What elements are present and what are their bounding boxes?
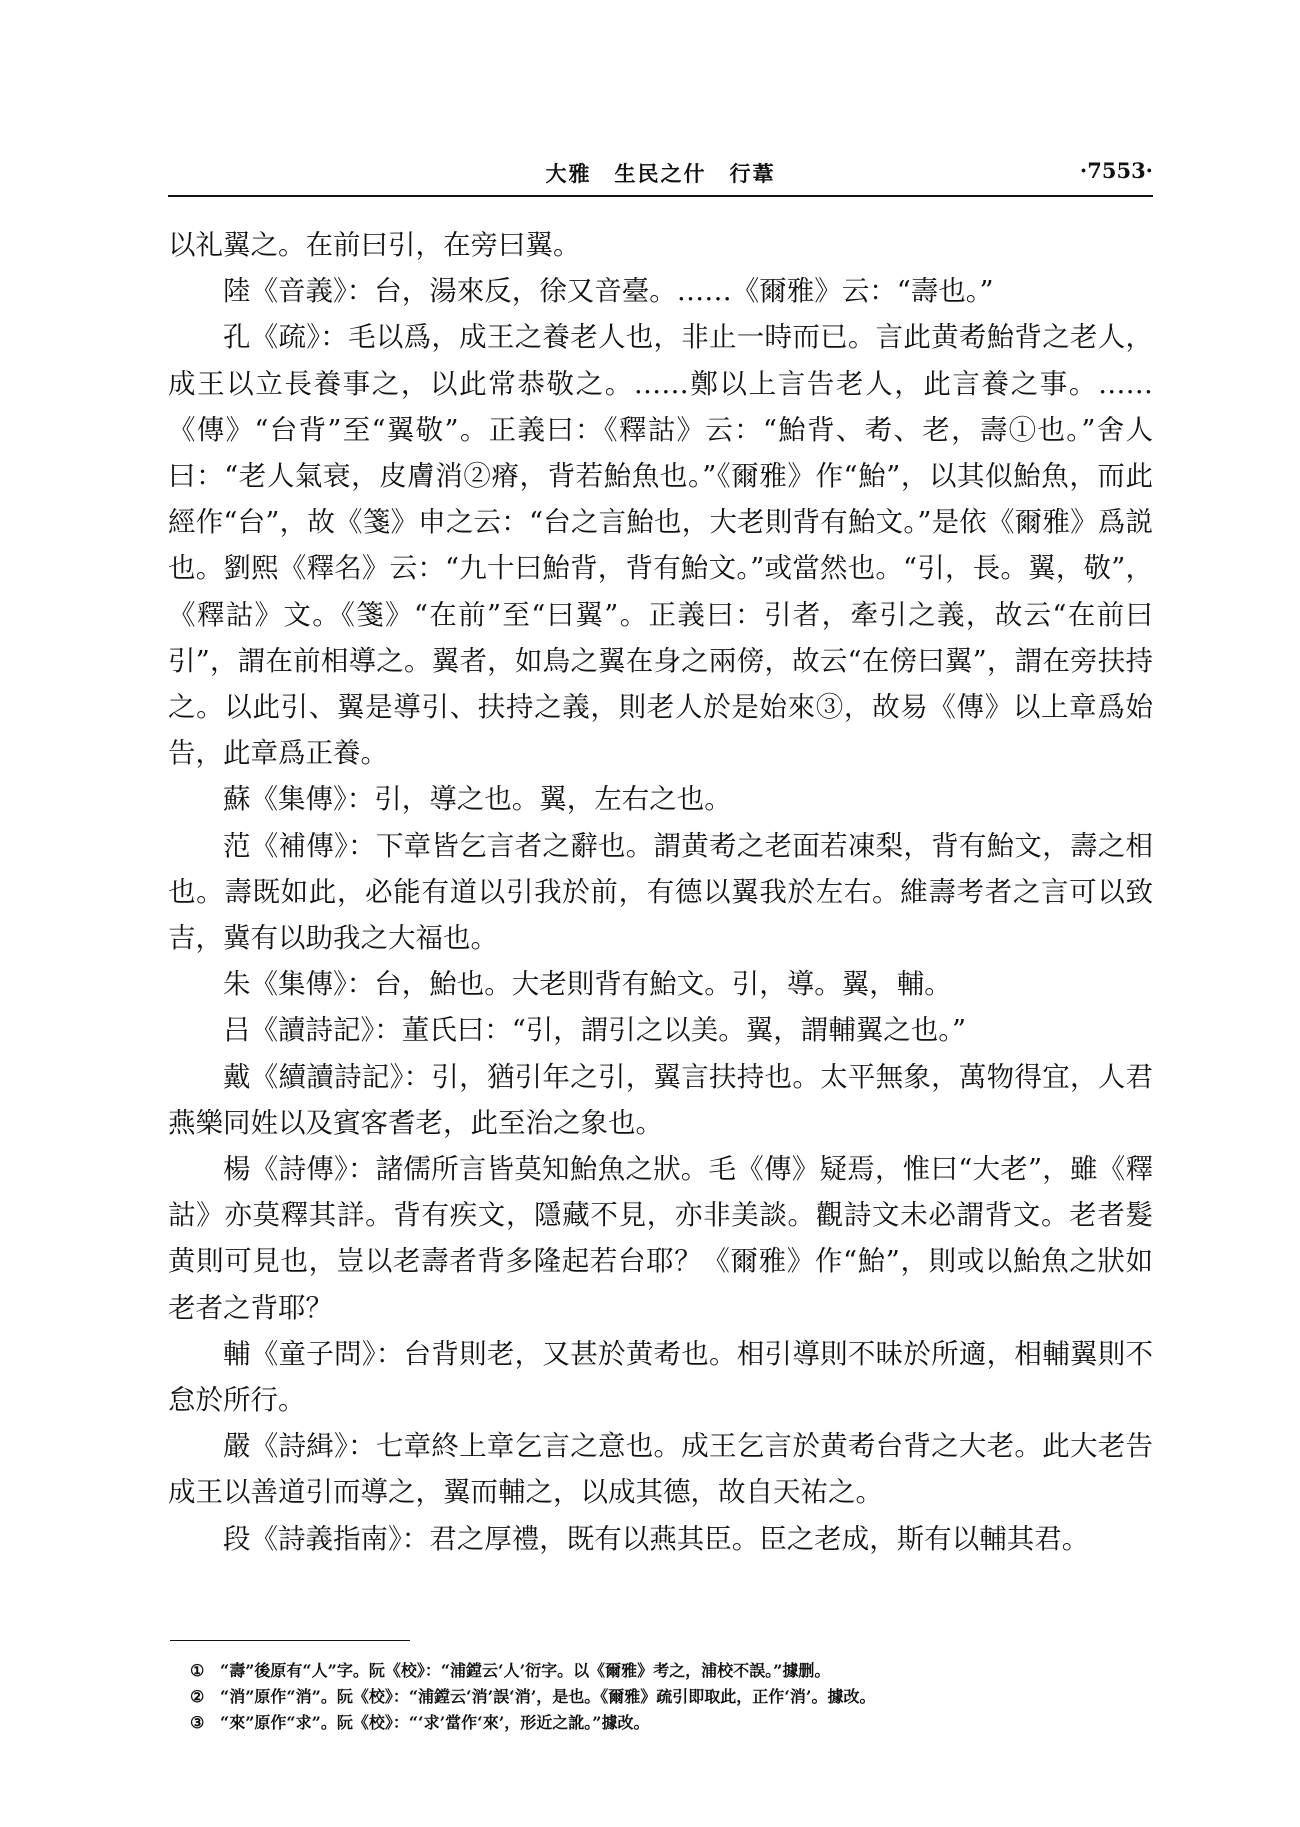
footnote <box>190 1658 1150 1684</box>
footnote-text: “消”原作“消”。阮《校》：“浦鏜云‘消’誤‘消’，是也。《爾雅》疏引即取此，正作‘消’。據改。 <box>220 1687 876 1706</box>
footnote <box>190 1684 1150 1710</box>
paragraph: 蘇《集傳》：引，導之也。翼，左右之也。 <box>223 783 732 816</box>
footnote <box>190 1710 1150 1736</box>
footnote-rule <box>170 1640 410 1641</box>
header-rule <box>168 195 1153 197</box>
paragraph: 戴《續讀詩記》：引，猶引年之引，翼言扶持也。太平無象，萬物得宜，人君燕樂同姓以及賓客耆老，此至治之象也。 <box>168 1060 1153 1139</box>
page-header <box>168 158 1153 194</box>
paragraph: 朱《集傳》：台，鮐也。大老則背有鮐文。引，導。翼，輔。 <box>223 968 952 1001</box>
paragraph: 孔《疏》：毛以爲，成王之養老人也，非止一時而已。言此黄耇鮐背之老人，成王以立長養事之，以此常恭敬之。……鄭以上言告老人，此言養之事。……《傳》“台背”至“翼敬”。正義曰：《釋詁》云：“鮐背、耇、老，壽①也。”舍人曰：“老人氣衰，皮膚消②瘠，背若鮐魚也。”《爾雅》作“鮐”，以其似鮐魚，而此經作“台”，故《箋》申之云：“台之言鮐也，大老則背有鮐文。”是依《爾雅》爲説也。劉熙《釋名》云：“九十曰鮐背，背有鮐文。”或當然也。“引，長。翼，敬”，《釋詁》文。《箋》“在前”至“曰翼”。正義曰：引者，牽引之義，故云“在前曰引”，謂在前相導之。翼者，如鳥之翼在身之兩傍，故云“在傍曰翼”，謂在旁扶持之。以此引、翼是導引、扶持之義，則老人於是始來③，故易《傳》以上章爲始告，此章爲正養。 <box>168 321 1153 770</box>
footnote-mark: ③ <box>190 1713 205 1732</box>
paragraph: 以礼翼之。在前曰引，在旁曰翼。 <box>168 229 581 261</box>
paragraph: 陸《音義》：台，湯來反，徐又音臺。……《爾雅》云：“壽也。” <box>223 275 994 308</box>
paragraph: 吕《讀詩記》：董氏曰：“引，謂引之以美。翼，謂輔翼之也。” <box>223 1014 967 1047</box>
footnote-text: “來”原作“求”。阮《校》：“‘求’當作‘來’，形近之訛。”據改。 <box>220 1713 650 1732</box>
paragraph: 輔《童子問》：台背則老，又甚於黄耇也。相引導則不昧於所適，相輔翼則不怠於所行。 <box>168 1337 1153 1417</box>
footnotes <box>190 1658 1150 1736</box>
footnote-mark: ① <box>190 1661 205 1680</box>
body-text <box>168 222 1153 1562</box>
paragraph: 段《詩義指南》：君之厚禮，既有以燕其臣。臣之老成，斯有以輔其君。 <box>223 1522 1090 1555</box>
paragraph: 嚴《詩緝》：七章終上章乞言之意也。成王乞言於黄耇台背之大老。此大老告成王以善道引而導之，翼而輔之，以成其德，故自天祐之。 <box>168 1430 1153 1509</box>
footnote-text: “壽”後原有“人”字。阮《校》：“浦鏜云‘人’衍字。以《爾雅》考之，浦校不誤。”據删。 <box>220 1661 831 1680</box>
paragraph: 楊《詩傳》：諸儒所言皆莫知鮐魚之狀。毛《傳》疑焉，惟曰“大老”，雖《釋詁》亦莫釋其詳。背有疾文，隱藏不見，亦非美談。觀詩文未必謂背文。老者髮黄則可見也，豈以老壽者背多隆起若台耶？《爾雅》作“鮐”，則或以鮐魚之狀如老者之背耶？ <box>168 1153 1153 1324</box>
paragraph: 范《補傳》：下章皆乞言者之辭也。謂黄耇之老面若凍梨，背有鮐文，壽之相也。壽既如此，必能有道以引我於前，有德以翼我於左右。維壽考者之言可以致吉，冀有以助我之大福也。 <box>168 829 1153 955</box>
page-number: ·7553· <box>1079 158 1153 183</box>
footnote-mark: ② <box>190 1687 205 1706</box>
running-title: 大雅 生民之什 行葦 <box>545 161 776 186</box>
